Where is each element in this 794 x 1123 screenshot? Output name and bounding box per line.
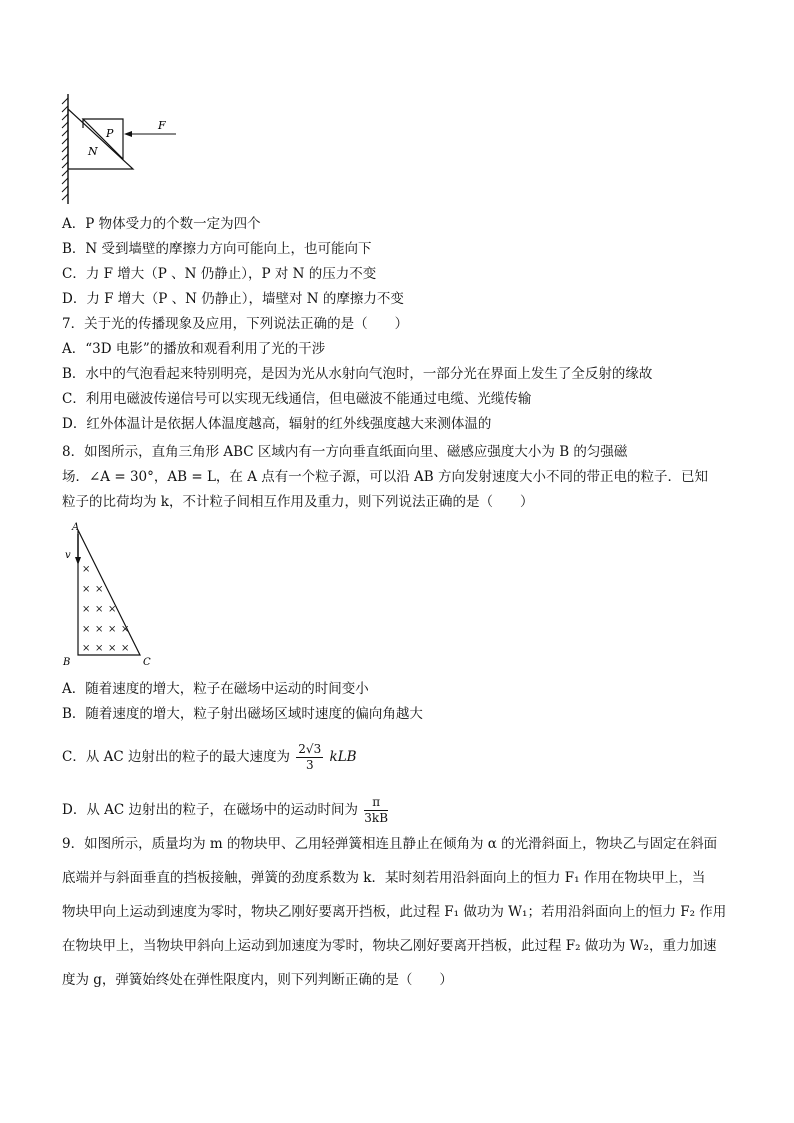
label-p: P: [106, 127, 114, 140]
q6-option-d: D．力 F 增大（P 、N 仍静止），墙壁对 N 的摩擦力不变: [62, 291, 404, 307]
cross-mark: ×: [82, 643, 91, 654]
q8-option-b: B．随着速度的增大，粒子射出磁场区域时速度的偏向角越大: [62, 706, 423, 722]
q6-option-a: A．P 物体受力的个数一定为四个: [62, 216, 261, 232]
q7-option-d: D．红外体温计是依据人体温度越高，辐射的红外线强度越大来测体温的: [62, 416, 492, 432]
cross-mark: ×: [95, 584, 104, 595]
q8-option-d-prefix: D．从 AC 边射出的粒子，在磁场中的运动时间为: [62, 802, 358, 818]
cross-mark: ×: [108, 643, 117, 654]
label-n: N: [88, 145, 98, 158]
label-c: C: [143, 657, 151, 668]
q6-option-b: B．N 受到墙壁的摩擦力方向可能向上，也可能向下: [62, 241, 372, 257]
q6-option-c: C．力 F 增大（P 、N 仍静止），P 对 N 的压力不变: [62, 266, 377, 282]
label-b: B: [63, 657, 71, 668]
q8-option-d-fraction: [364, 795, 388, 826]
q8-option-d-denominator: 3kB: [364, 811, 389, 825]
cross-mark: ×: [95, 624, 104, 635]
q9-line-2: 底端并与斜面垂直的挡板接触，弹簧的劲度系数为 k．某时刻若用沿斜面向上的恒力 F₁ 作用在物块甲上，当: [62, 870, 706, 886]
cross-mark: ×: [82, 584, 91, 595]
cross-mark: ×: [121, 624, 130, 635]
cross-mark: ×: [95, 643, 104, 654]
q9-line-4: 在物块甲上，当物块甲斜向上运动到加速度为零时，物块乙刚好要离开挡板，此过程 F₂ 做功为 W₂，重力加速: [62, 938, 717, 954]
q7-option-b: B．水中的气泡看起来特别明亮，是因为光从水射向气泡时，一部分光在界面上发生了全反射的缘故: [62, 366, 653, 382]
q8-option-c-denominator: 3: [305, 758, 314, 772]
q9-line-5: 度为 g，弹簧始终处在弹性限度内，则下列判断正确的是（ ）: [62, 972, 453, 988]
q9-line-1: 9．如图所示，质量均为 m 的物块甲、乙用轻弹簧相连且静止在倾角为 α 的光滑斜面上，物块乙与固定在斜面: [62, 836, 718, 852]
q8-option-c-suffix: kLB: [329, 749, 357, 765]
q8-option-d: [62, 795, 390, 826]
q9-line-3: 物块甲向上运动到速度为零时，物块乙刚好要离开挡板，此过程 F₁ 做功为 W₁；若用沿斜面向上的恒力 F₂ 作用: [62, 904, 727, 920]
q8-option-c: [62, 742, 357, 773]
cross-mark: ×: [108, 624, 117, 635]
cross-mark: ×: [82, 564, 91, 575]
figure-wall-blocks: [58, 92, 188, 207]
cross-mark: ×: [82, 624, 91, 635]
q8-option-c-prefix: C．从 AC 边射出的粒子的最大速度为: [62, 749, 290, 765]
cross-mark: ×: [95, 604, 104, 615]
cross-mark: ×: [82, 604, 91, 615]
cross-mark: ×: [108, 604, 117, 615]
label-f: F: [158, 119, 166, 132]
label-a: A: [72, 522, 80, 533]
q7-stem: 7．关于光的传播现象及应用，下列说法正确的是（ ）: [62, 316, 409, 332]
q8-option-d-numerator: π: [364, 795, 388, 811]
label-v: v: [65, 550, 71, 561]
q8-option-a: A．随着速度的增大，粒子在磁场中运动的时间变小: [62, 681, 369, 697]
q8-stem-line-3: 粒子的比荷均为 k，不计粒子间相互作用及重力，则下列说法正确的是（ ）: [62, 494, 534, 510]
q8-option-c-numerator: 2√3: [298, 742, 322, 756]
q7-option-c: C．利用电磁波传递信号可以实现无线通信，但电磁波不能通过电缆、光缆传输: [62, 391, 532, 407]
q7-option-a: A．“3D 电影”的播放和观看利用了光的干涉: [62, 341, 326, 357]
cross-mark: ×: [121, 643, 130, 654]
q8-option-c-fraction: [296, 742, 323, 773]
q8-stem-line-1: 8．如图所示，直角三角形 ABC 区域内有一方向垂直纸面向里、磁感应强度大小为 B 的匀强磁: [62, 444, 628, 460]
q8-stem-line-2: 场．∠A = 30°，AB = L，在 A 点有一个粒子源，可以沿 AB 方向发射速度大小不同的带正电的粒子．已知: [62, 469, 708, 485]
figure-triangle-field: [58, 520, 168, 670]
field-crosses: [82, 564, 129, 654]
